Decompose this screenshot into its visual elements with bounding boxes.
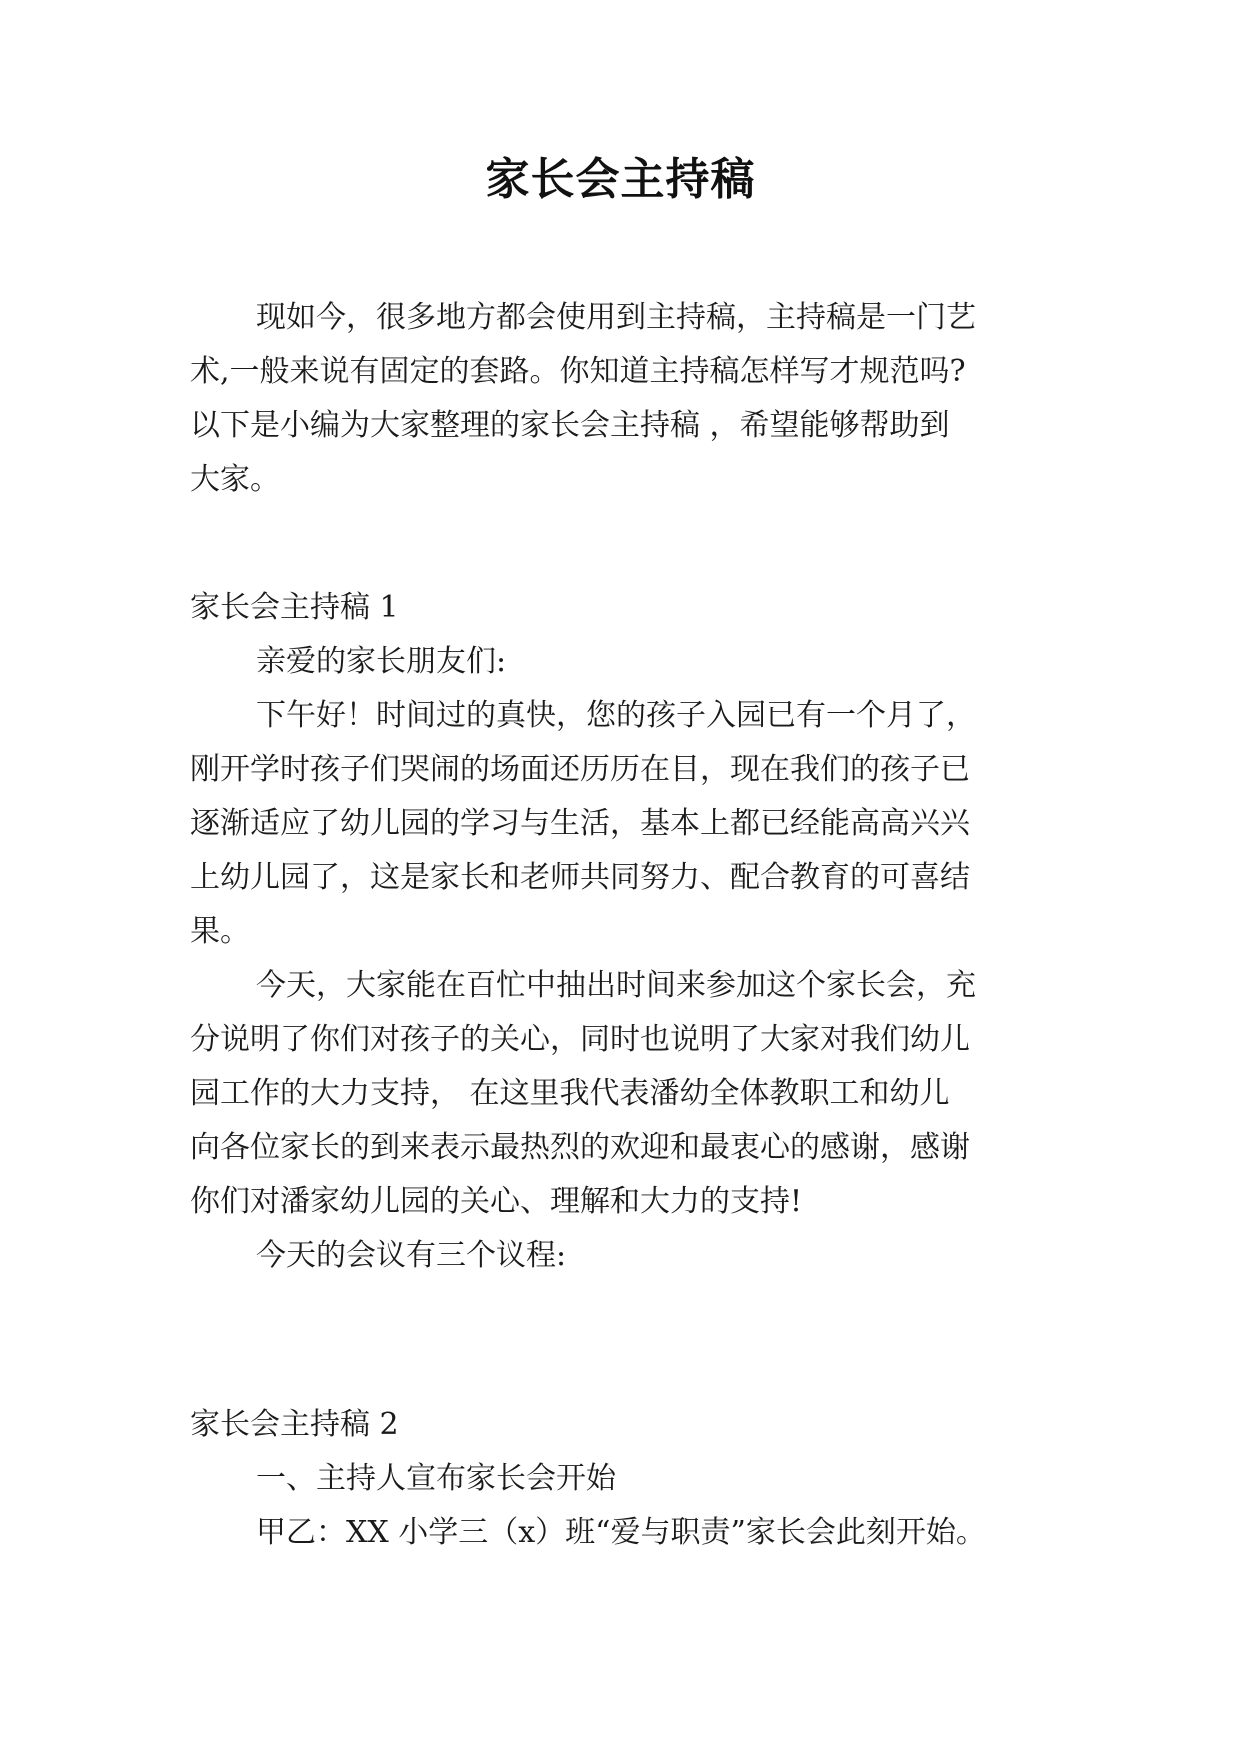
text-line: 下午好！时间过的真快，您的孩子入园已有一个月了，	[256, 698, 976, 733]
text-line: 你们对潘家幼儿园的关心、理解和大力的支持!	[190, 1184, 803, 1219]
section-heading: 家长会主持稿 1	[190, 590, 399, 625]
text-line: 园工作的大力支持， 在这里我代表潘幼全体教职工和幼儿	[190, 1076, 950, 1111]
salutation: 亲爱的家长朋友们:	[256, 644, 507, 679]
text-line: 现如今，很多地方都会使用到主持稿，主持稿是一门艺	[256, 300, 976, 335]
text-line: 今天，大家能在百忙中抽出时间来参加这个家长会，充	[256, 968, 976, 1003]
intro-paragraph	[190, 291, 1052, 507]
text-line: 大家。	[190, 462, 280, 497]
text-line: 分说明了你们对孩子的关心，同时也说明了大家对我们幼儿	[190, 1022, 970, 1057]
section-2	[190, 1398, 1052, 1560]
document-title: 家长会主持稿	[485, 154, 756, 205]
text-line: 向各位家长的到来表示最热烈的欢迎和最衷心的感谢，感谢	[190, 1130, 970, 1165]
section-heading: 家长会主持稿 2	[190, 1407, 399, 1442]
text-line: 上幼儿园了，这是家长和老师共同努力、配合教育的可喜结	[190, 860, 970, 895]
text-line: 以下是小编为大家整理的家长会主持稿 ，希望能够帮助到	[190, 408, 950, 443]
text-line: 甲乙：XX 小学三（x）班“爱与职责”家长会此刻开始。	[256, 1515, 986, 1550]
text-line: 果。	[190, 914, 250, 949]
text-line: 一、主持人宣布家长会开始	[256, 1461, 616, 1496]
section-1	[190, 581, 1052, 1283]
text-line: 刚开学时孩子们哭闹的场面还历历在目，现在我们的孩子已	[190, 752, 970, 787]
text-line: 术,一般来说有固定的套路。你知道主持稿怎样写才规范吗?	[190, 354, 966, 389]
text-line: 逐渐适应了幼儿园的学习与生活，基本上都已经能高高兴兴	[190, 806, 970, 841]
text-line: 今天的会议有三个议程:	[256, 1238, 567, 1273]
